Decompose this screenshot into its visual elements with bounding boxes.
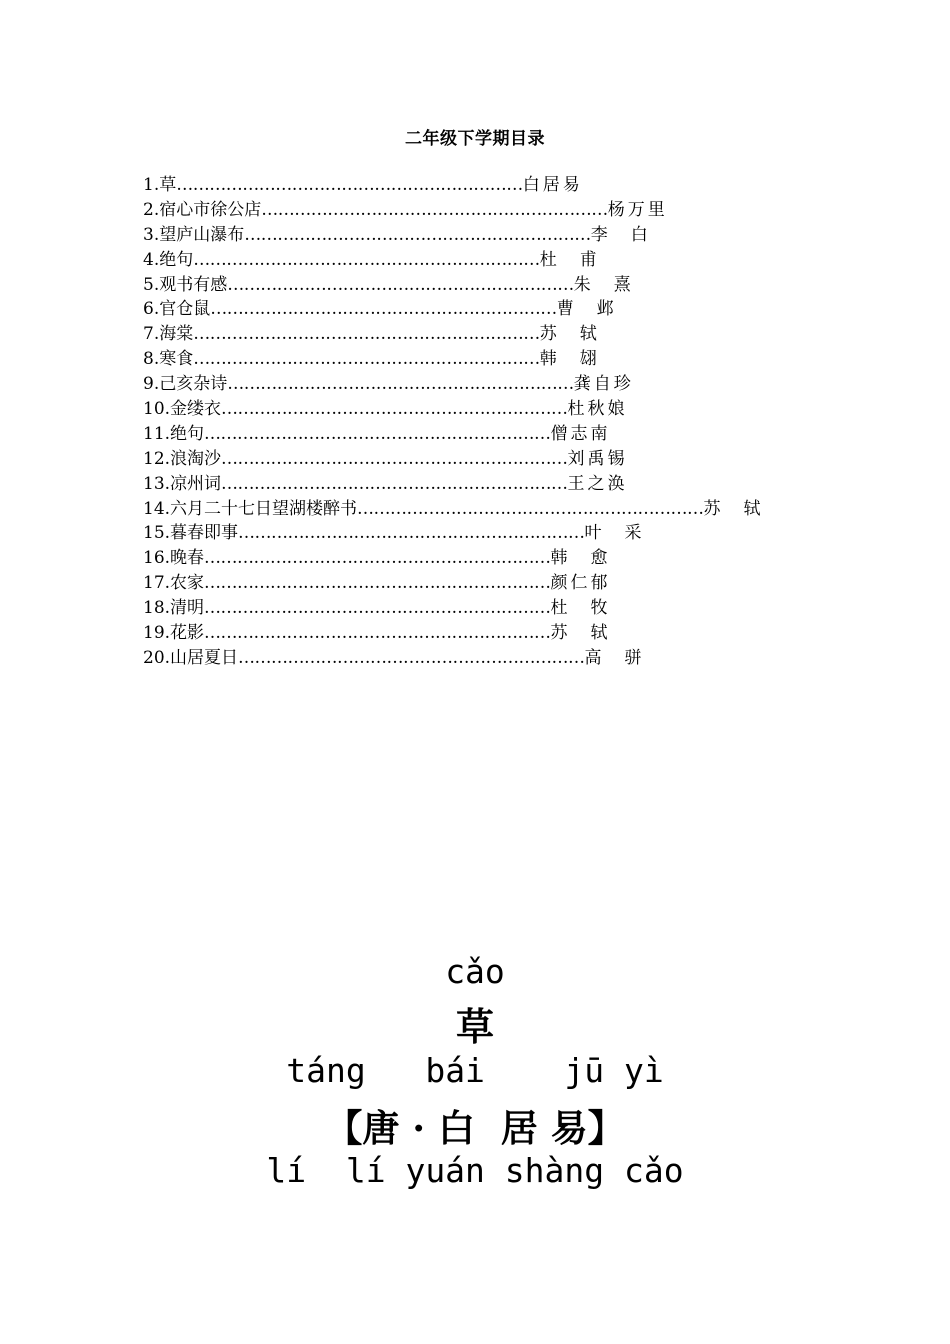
toc-entry-number: 20. (143, 647, 171, 668)
toc-entry (143, 173, 580, 198)
toc-entry-author: 李 白 (590, 224, 648, 245)
toc-entry-author: 龚自珍 (573, 374, 631, 395)
toc-entry-title: 金缕衣 (170, 399, 222, 420)
poem-author: 【唐 · 白 居 易】 (325, 1106, 625, 1150)
toc-entry-leader: ……………………………………………………… (204, 623, 551, 644)
toc-entry-title: 花影 (170, 623, 205, 644)
toc-entry-author: 杜秋娘 (567, 399, 625, 420)
toc-entry (143, 472, 625, 497)
toc-entry-title: 绝句 (159, 249, 194, 270)
toc-entry-number: 1. (143, 175, 160, 195)
toc-entry-title: 寒食 (159, 349, 194, 370)
toc-entry (143, 372, 631, 397)
toc-entry-number: 11. (143, 423, 171, 444)
toc-entry-author: 刘禹锡 (567, 448, 625, 469)
toc-entry-title: 浪淘沙 (170, 448, 222, 469)
toc-entry-leader: ……………………………………………………… (227, 374, 574, 395)
toc-entry (143, 297, 614, 322)
toc-entry (143, 198, 665, 223)
toc-entry-title: 暮春即事 (170, 523, 239, 544)
toc-entry-number: 17. (143, 573, 171, 594)
toc-entry (143, 521, 642, 546)
toc-entry (143, 223, 648, 248)
toc-entry (143, 273, 631, 298)
toc-entry-leader: ……………………………………………………… (238, 647, 585, 668)
toc-entry-title: 海棠 (159, 324, 194, 345)
toc-entry-author: 苏 轼 (539, 324, 597, 345)
toc-entry-author: 颜仁郁 (550, 573, 608, 594)
toc-entry-number: 3. (143, 224, 160, 245)
toc-entry-leader: ……………………………………………………… (221, 448, 568, 469)
toc-entry (143, 546, 608, 571)
toc-entry-number: 15. (143, 523, 171, 544)
toc-entry-author: 杨万里 (607, 199, 665, 220)
toc-entry-title: 绝句 (170, 423, 205, 444)
toc-entry-number: 5. (143, 274, 160, 295)
toc-entry-number: 16. (143, 548, 171, 569)
toc-entry-number: 19. (143, 623, 171, 644)
toc-entry (143, 596, 608, 621)
toc-entry (143, 621, 608, 646)
toc-entry (143, 322, 597, 347)
toc-entry-title: 凉州词 (170, 473, 222, 494)
poem-line1-pinyin: lí lí yuán shàng cǎo (266, 1151, 684, 1190)
toc-entry-leader: ……………………………………………………… (261, 199, 608, 220)
toc-entry-author: 叶 采 (584, 523, 642, 544)
toc-entry-author: 苏 轼 (703, 498, 761, 519)
toc-entry (143, 447, 625, 472)
toc-entry-leader: ……………………………………………………… (244, 224, 591, 245)
toc-entry-author: 白居易 (522, 175, 580, 195)
toc-entry-author: 韩 翃 (539, 349, 597, 370)
toc-entry-leader: ……………………………………………………… (176, 175, 523, 195)
toc-entry-number: 10. (143, 399, 171, 420)
toc-entry-number: 8. (143, 349, 160, 370)
toc-entry-title: 观书有感 (159, 274, 228, 295)
toc-entry-leader: ……………………………………………………… (238, 523, 585, 544)
toc-entry-number: 12. (143, 448, 171, 469)
toc-entry-author: 杜 牧 (550, 598, 608, 619)
toc-entry-leader: ……………………………………………………… (204, 573, 551, 594)
toc-entry-leader: ……………………………………………………… (221, 399, 568, 420)
toc-entry-author: 杜 甫 (539, 249, 597, 270)
author-pinyin: táng bái jū yì (286, 1051, 664, 1090)
poem-title-pinyin: cǎo (445, 952, 505, 991)
toc-entry (143, 646, 642, 671)
toc-entry-leader: ……………………………………………………… (193, 349, 540, 370)
toc-entry-author: 高 骈 (584, 647, 642, 668)
toc-entry-author: 苏 轼 (550, 623, 608, 644)
toc-entry-author: 朱 熹 (573, 274, 631, 295)
toc-entry-number: 4. (143, 249, 160, 270)
toc-entry-number: 9. (143, 374, 160, 395)
toc-entry-leader: ……………………………………………………… (193, 249, 540, 270)
table-of-contents (143, 173, 761, 671)
toc-entry-number: 6. (143, 299, 160, 320)
toc-entry-title: 宿心市徐公店 (159, 199, 262, 220)
toc-entry-leader: ……………………………………………………… (204, 423, 551, 444)
toc-entry-author: 王之涣 (567, 473, 625, 494)
toc-entry (143, 397, 625, 422)
toc-entry-leader: ……………………………………………………… (221, 473, 568, 494)
page-title: 二年级下学期目录 (405, 129, 545, 149)
toc-entry-title: 山居夏日 (170, 647, 239, 668)
toc-entry-leader: ……………………………………………………… (210, 299, 557, 320)
toc-entry (143, 422, 608, 447)
toc-entry-leader: ……………………………………………………… (227, 274, 574, 295)
toc-entry (143, 571, 608, 596)
toc-entry-leader: ……………………………………………………… (357, 498, 704, 519)
toc-entry-title: 六月二十七日望湖楼醉书 (170, 498, 358, 519)
toc-entry (143, 497, 761, 522)
toc-entry-number: 14. (143, 498, 171, 519)
toc-entry-number: 13. (143, 473, 171, 494)
toc-entry (143, 347, 597, 372)
toc-entry-leader: ……………………………………………………… (204, 598, 551, 619)
toc-entry-title: 己亥杂诗 (159, 374, 228, 395)
toc-entry-number: 2. (143, 199, 160, 220)
toc-entry-leader: ……………………………………………………… (193, 324, 540, 345)
toc-entry-title: 官仓鼠 (159, 299, 211, 320)
toc-entry-title: 农家 (170, 573, 205, 594)
poem-title: 草 (455, 1004, 494, 1049)
toc-entry-title: 清明 (170, 598, 205, 619)
toc-entry-number: 7. (143, 324, 160, 345)
toc-entry-author: 僧志南 (550, 423, 608, 444)
toc-entry-leader: ……………………………………………………… (204, 548, 551, 569)
toc-entry-number: 18. (143, 598, 171, 619)
toc-entry-title: 草 (159, 175, 177, 195)
toc-entry-author: 韩 愈 (550, 548, 608, 569)
toc-entry-title: 望庐山瀑布 (159, 224, 245, 245)
toc-entry-author: 曹 邺 (556, 299, 614, 320)
toc-entry (143, 248, 597, 273)
toc-entry-title: 晚春 (170, 548, 205, 569)
